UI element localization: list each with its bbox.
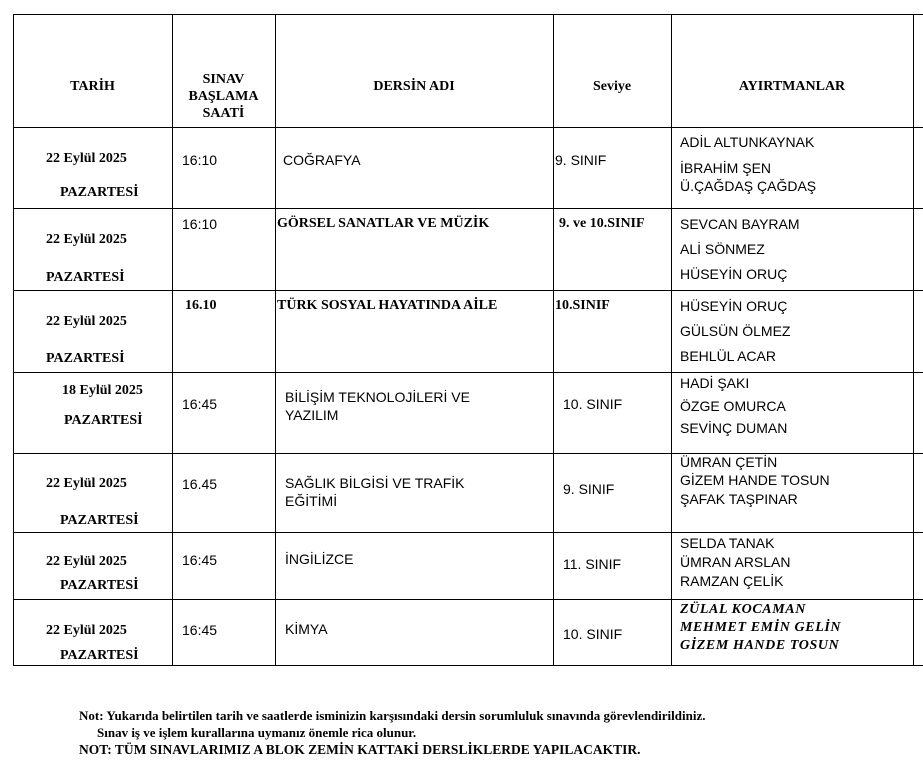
row-proctor: SEVİNÇ DUMAN: [680, 420, 788, 436]
row-proctor: GİZEM HANDE TOSUN: [680, 638, 840, 653]
row-proctor: SELDA TANAK: [680, 535, 775, 551]
row-proctor: ALİ SÖNMEZ: [680, 241, 765, 257]
row-course: BİLİŞİM TEKNOLOJİLERİ VE: [285, 389, 470, 405]
header-date: TARİH: [70, 79, 115, 94]
row-proctor: ADİL ALTUNKAYNAK: [680, 134, 815, 150]
row-proctor: SEVCAN BAYRAM: [680, 216, 800, 232]
row-time: 16:45: [182, 622, 218, 638]
row-time: 16:45: [182, 552, 218, 568]
row-date: 22 Eylül 2025: [46, 554, 127, 569]
row-level: 10. SINIF: [563, 396, 623, 412]
table-border-bottom: [13, 665, 923, 666]
header-start-time: [172, 71, 275, 122]
row-course: TÜRK SOSYAL HAYATINDA AİLE: [277, 298, 498, 313]
row-time: 16:10: [182, 152, 218, 168]
row-date: 22 Eylül 2025: [46, 151, 127, 166]
column-divider: [553, 14, 554, 665]
row-divider: [13, 208, 923, 209]
row-time: 16.45: [182, 476, 218, 492]
row-day: PAZARTESİ: [46, 270, 125, 285]
row-day: PAZARTESİ: [60, 513, 139, 528]
header-divider: [13, 127, 923, 128]
row-day: PAZARTESİ: [60, 648, 139, 663]
row-divider: [13, 532, 923, 533]
note-rules: Sınav iş ve işlem kurallarına uymanız önemle rica olunur.: [97, 725, 417, 740]
row-proctor: ÖZGE OMURCA: [680, 398, 786, 414]
row-level: 10.SINIF: [555, 298, 610, 313]
row-proctor: ÜMRAN ÇETİN: [680, 454, 778, 470]
table-border-top: [13, 14, 923, 15]
column-divider: [13, 14, 14, 665]
row-proctor: GİZEM HANDE TOSUN: [680, 472, 830, 488]
row-divider: [13, 599, 923, 600]
header-start-line: BAŞLAMA: [188, 89, 259, 104]
row-proctor: HÜSEYİN ORUÇ: [680, 298, 788, 314]
row-course-line2: EĞİTİMİ: [285, 493, 338, 509]
row-level: 10. SINIF: [563, 626, 623, 642]
row-course: KİMYA: [285, 621, 328, 637]
row-divider: [13, 372, 923, 373]
column-divider: [913, 14, 914, 665]
row-time: 16:10: [182, 216, 218, 232]
row-course: SAĞLIK BİLGİSİ VE TRAFİK: [285, 475, 465, 491]
row-proctor: ZÜLAL KOCAMAN: [680, 602, 806, 617]
row-proctor: Ü.ÇAĞDAŞ ÇAĞDAŞ: [680, 178, 817, 194]
note-location: NOT: TÜM SINAVLARIMIZ A BLOK ZEMİN KATTAKİ DERSLİKLERDE YAPILACAKTIR.: [79, 742, 641, 757]
header-level: Seviye: [592, 79, 632, 94]
row-course: İNGİLİZCE: [285, 551, 354, 567]
header-start-line: SAATİ: [202, 106, 245, 121]
row-proctor: BEHLÜL ACAR: [680, 348, 776, 364]
row-level: 9. SINIF: [555, 152, 607, 168]
row-level: 9. ve 10.SINIF: [559, 216, 645, 231]
row-proctor: RAMZAN ÇELİK: [680, 573, 784, 589]
row-course: COĞRAFYA: [283, 152, 361, 168]
row-level: 9. SINIF: [563, 481, 615, 497]
row-proctor: MEHMET EMİN GELİN: [680, 620, 842, 635]
row-time: 16.10: [185, 298, 217, 313]
row-course: GÖRSEL SANATLAR VE MÜZİK: [277, 216, 490, 231]
row-day: PAZARTESİ: [64, 413, 143, 428]
row-proctor: ŞAFAK TAŞPINAR: [680, 491, 798, 507]
row-divider: [13, 290, 923, 291]
row-date: 22 Eylül 2025: [46, 623, 127, 638]
row-proctor: GÜLSÜN ÖLMEZ: [680, 323, 791, 339]
header-course: DERSİN ADI: [373, 79, 455, 94]
row-day: PAZARTESİ: [60, 578, 139, 593]
row-proctor: HADİ ŞAKI: [680, 375, 750, 391]
column-divider: [275, 14, 276, 665]
row-day: PAZARTESİ: [46, 351, 125, 366]
row-day: PAZARTESİ: [60, 185, 139, 200]
row-date: 22 Eylül 2025: [46, 232, 127, 247]
header-proctors: AYIRTMANLAR: [738, 79, 846, 94]
column-divider: [671, 14, 672, 665]
row-proctor: HÜSEYİN ORUÇ: [680, 266, 788, 282]
row-divider: [13, 453, 923, 454]
header-start-line: SINAV: [202, 72, 245, 87]
row-date: 22 Eylül 2025: [46, 476, 127, 491]
row-level: 11. SINIF: [563, 556, 622, 572]
row-time: 16:45: [182, 396, 218, 412]
row-proctor: ÜMRAN ARSLAN: [680, 554, 791, 570]
row-course-line2: YAZILIM: [285, 407, 339, 423]
row-date: 18 Eylül 2025: [62, 383, 143, 398]
row-date: 22 Eylül 2025: [46, 314, 127, 329]
row-proctor: İBRAHİM ŞEN: [680, 160, 772, 176]
note-assignment: Not: Yukarıda belirtilen tarih ve saatlerde isminizin karşısındaki dersin sorumluluk sınavında görevlendirildiniz.: [79, 708, 706, 723]
